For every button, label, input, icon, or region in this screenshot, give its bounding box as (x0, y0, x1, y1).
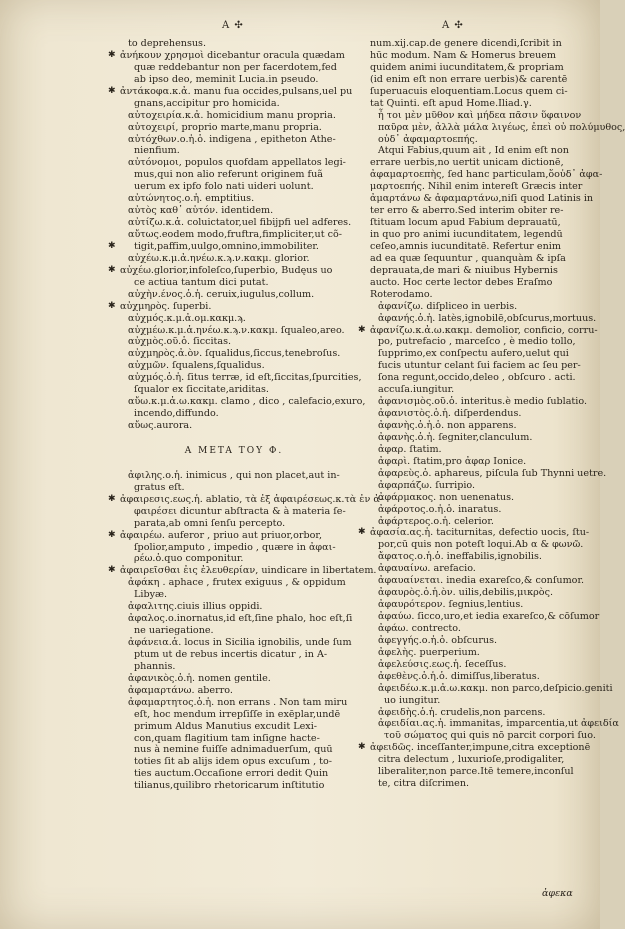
line-text: ἀφαυρότερον. ſegnius,lentius. (378, 599, 524, 611)
text-line (370, 86, 595, 98)
line-text: citra delectum , luxurioſe,prodigaliter, (378, 754, 565, 766)
text-line (370, 599, 595, 611)
line-text: ἀφαρὶ. ſtatim,pro ἀφαρ Ionice. (378, 455, 527, 467)
text-line (370, 778, 595, 790)
text-line (120, 98, 348, 110)
line-text: ἀφαρεὺς.ὁ. aphareus, piſcula ſub Thynni uetre. (378, 467, 607, 479)
text-line (120, 62, 348, 74)
text-line (370, 587, 595, 599)
line-text: αὔως.aurora. (128, 420, 193, 431)
text-line (370, 336, 595, 348)
line-text: ἀφαυαίνεται. inedia exareſco,& conſumor. (378, 575, 585, 587)
text-line (120, 384, 348, 396)
text-line (120, 577, 348, 589)
line-text: ἀφαιρεσις.εως.ἡ. ablatio, τὰ ἐξ ἀφαιρέσεως.κ.τὰ ἐν ἀ- (120, 493, 384, 505)
text-line (120, 506, 348, 518)
text-line (108, 529, 348, 542)
line-text: ἀφάκη . aphace , frutex exiguus , & oppidum (128, 577, 346, 589)
page-header-left: A ✣ (222, 20, 244, 31)
text-line (120, 145, 348, 157)
text-line (120, 205, 348, 217)
text-line (120, 482, 348, 494)
text-line (120, 601, 348, 613)
line-text: ἀφαλος.ο.inornatus,id eſt,ſine phalo, hoc eſt,ſi (128, 613, 353, 625)
text-line (370, 372, 595, 384)
text-line (370, 766, 595, 778)
line-text: eſt, hoc mendum irrepſiſſe in exēplar,undē (134, 708, 341, 720)
line-text: ἀφάρτερος.ο.ἡ. celerior. (378, 515, 494, 527)
line-text: ἀφαυαίνω. arefacio. (378, 563, 476, 575)
text-line (120, 313, 348, 325)
line-text: te, citra diſcrimen. (378, 778, 470, 790)
text-line (370, 718, 619, 730)
line-text: in quo pro animi iucunditatem, legendū (370, 229, 563, 240)
line-text: ἀφειδῶς. inceſſanter,impune,citra exceptionē (370, 742, 591, 754)
line-text: ἀφάνεια.ἁ. locus in Sicilia ignobilis, unde ſum (128, 637, 352, 648)
line-text: φαιρέσει dicuntur abſtracta & à materia ſe- (134, 505, 346, 517)
text-line (370, 145, 595, 157)
text-line (120, 768, 348, 780)
text-line (370, 241, 595, 253)
asterisk-marker-icon: ✱ (108, 565, 116, 576)
line-text: ἀφανίζω. diſpliceo in uerbis. (378, 300, 518, 312)
text-line (108, 493, 384, 506)
line-text: ρέω.ὁ.quo componitur. (134, 553, 244, 565)
line-text: gratus eſt. (134, 481, 185, 493)
text-line (370, 420, 595, 432)
text-line (120, 408, 348, 420)
line-text: tilianus,quilibro rhetoricarum inſtitutio (134, 780, 325, 792)
line-text: nus à nemine fuiſſe adnimaduerſum, quū (134, 744, 333, 756)
text-line (120, 193, 348, 205)
text-line (120, 372, 362, 384)
text-line (120, 325, 348, 337)
line-text: phannis. (134, 660, 176, 672)
text-line (120, 420, 348, 432)
text-line (120, 709, 348, 721)
text-line (120, 470, 348, 482)
line-text: αὐχμηρὸς.ἀ.ὸν. ſqualidus,ſiccus,tenebroſus. (128, 348, 341, 360)
line-text: toties ſit ab alijs idem opus excuſum , to- (134, 756, 333, 768)
line-text: ἀφανικὸς.ὁ.ἡ. nomen gentile. (128, 672, 271, 684)
asterisk-marker-icon: ✱ (108, 300, 116, 311)
text-line (370, 467, 607, 480)
line-text: ἀφασία.ας.ἡ. taciturnitas, defectio uocis, ſtu- (370, 527, 590, 539)
line-text: Roterodamo. (370, 288, 433, 300)
text-line (120, 277, 348, 289)
text-line (120, 134, 348, 146)
text-line (108, 300, 348, 313)
line-text: ptum ut de rebus incertis dicatur , in A- (134, 648, 328, 660)
line-text: ab ipso deo, meminit Lucia.in pseudo. (134, 73, 319, 85)
line-text: ne uariegatione. (134, 625, 214, 637)
text-line (370, 432, 595, 444)
text-line (370, 289, 595, 301)
text-line (120, 253, 348, 265)
line-text: uo iungitur. (384, 694, 441, 706)
text-line (120, 336, 348, 348)
text-line (120, 542, 348, 554)
line-text: ad ea quæ ſequuntur , quanquàm & ipſa (370, 252, 566, 264)
line-text: ἀφανὴς.ὁ.ἡ.ὁ. non apparens. (378, 420, 517, 431)
line-text: αὔω.κ.μ.ἀ.ω.κακμ. clamo , dico , calefacio,exuro, (128, 396, 366, 408)
text-line (120, 637, 352, 649)
asterisk-marker-icon: ✱ (358, 324, 366, 335)
line-text: αὐχέω.κ.μ.ἀ.ηνέω.κ.ϡ.ν.κακμ. glorior. (128, 252, 310, 264)
line-text: to deprehensus. (128, 38, 207, 49)
text-line (120, 685, 348, 697)
text-line (370, 360, 595, 372)
line-text: αὐτοχειρί, proprio marte,manu propria. (128, 121, 322, 133)
catchword: ἀφεκα (542, 888, 573, 899)
text-line (370, 647, 595, 659)
line-text: ἀφειδὴς.ὁ.ἡ. crudelis,non parcens. (378, 706, 546, 718)
text-line (370, 671, 595, 683)
text-line (120, 360, 348, 372)
line-text: αὐχμηρὸς. ſuperbi. (120, 300, 212, 312)
line-text: ἀφαλιτης.ciuis illius oppidi. (128, 601, 263, 613)
line-text: quæ reddebantur non per facerdotem,fed (134, 61, 337, 73)
line-text: ſqualor ex ſiccitate,ariditas. (134, 384, 269, 396)
text-line (370, 492, 595, 504)
line-text: ἀφεθὲνς.ὁ.ἡ.ὁ. dimiſſus,liberatus. (378, 670, 540, 682)
line-text: τοῦ σώματος qui quis nō parcit corpori ſuo. (384, 730, 596, 742)
text-line (120, 518, 348, 530)
line-text: αὐτοχειρία.κ.ἀ. homicidium manu propria. (128, 109, 336, 121)
text-line (370, 516, 595, 528)
text-line (370, 396, 595, 408)
text-line (120, 289, 348, 301)
line-text: οὐδ᾽ ἀφαμαρτοεπής. (378, 133, 478, 145)
line-text: ſpolior,amputo , impedio , quære in ἀφαι- (134, 541, 336, 553)
line-text: ἀφεγγής.ο.ἡ.ὁ. obſcurus. (378, 634, 498, 646)
text-line (370, 551, 595, 563)
line-text: ἀφειδέω.κ.μ.ἀ.ω.κακμ. non parco,deſpicio.geniti (378, 682, 613, 694)
line-text: αὐτίζω.κ.ἀ. coluictator,uel fibijpfi uel adferes. (128, 217, 352, 229)
line-text: ἀφειδίαι.ας.ἡ. immanitas, imparcentia,ut ἀφειδία (378, 718, 619, 730)
text-line (370, 229, 595, 241)
text-line (120, 589, 348, 601)
line-text: ἀφανισμὸς.οῦ.ὁ. interitus.è medio ſublatio. (378, 396, 588, 408)
text-line (108, 264, 348, 277)
text-line (370, 38, 595, 50)
line-text: ἄφατος.ο.ἡ.ὁ. ineffabilis,ignobilis. (378, 551, 542, 563)
line-text: ἀφαιρεῖσθαι ἐις ἐλευθερίαν, uindicare in libertatem. (120, 565, 377, 577)
text-line (120, 697, 348, 709)
text-line (370, 456, 595, 468)
line-text: accuſa.iungitur. (378, 384, 455, 396)
text-line (370, 169, 603, 181)
text-line (120, 38, 348, 50)
line-text: ἀφανίζω.κ.ἀ.ω.κακμ. demolior, conficio, corru- (370, 324, 598, 336)
text-line (120, 169, 348, 181)
text-line (370, 730, 595, 742)
line-text: ſuperuacuis eloquentiam.Locus quem ci- (370, 85, 568, 97)
text-line (370, 74, 595, 86)
line-text: ter erro & aberro.Sed interim obiter re- (370, 205, 564, 217)
text-line (120, 673, 348, 685)
line-text: ἀντάκοφα.κ.ἀ. manu fua occides,pulsans,uel pu (120, 85, 353, 97)
text-line (370, 110, 595, 122)
line-text: ἀφανής.ὁ.ἡ. latès,ignobilē,obſcurus,mortuus. (378, 312, 597, 324)
text-line (120, 217, 352, 229)
text-line (120, 780, 348, 792)
line-text: αὐχμός.κ.μ.ἀ.ομ.κακμ.ϡ. (128, 312, 246, 324)
page-header-right: A ✣ (442, 20, 464, 31)
text-line (370, 707, 595, 719)
text-line (120, 181, 348, 193)
line-text: ἀμαρτάνω & ἀφαμαρτάνω,niſi quod Latinis in (370, 193, 594, 205)
line-text: primum Aldus Manutius excudit Lexi- (134, 720, 318, 732)
text-line (120, 229, 348, 241)
line-text: aucto. Hoc certe lector debes Eraſmo (370, 276, 553, 288)
left-column (108, 38, 384, 792)
text-line (120, 613, 353, 625)
text-line (370, 504, 595, 516)
line-text: ſona regunt,occido,deleo , obſcuro . acti. (378, 372, 576, 384)
line-text: ἀφανιστὸς.ὁ.ἡ. diſperdendus. (378, 408, 522, 420)
text-line (108, 565, 377, 577)
text-line (370, 217, 595, 229)
text-line (370, 62, 595, 74)
line-text: incendo,diffundo. (134, 408, 219, 420)
line-text: tat Quinti. eſt apud Home.Iliad.γ. (370, 97, 532, 109)
line-text: ἀφαιρέω. auferor , priuo aut priuor,orbor, (120, 529, 322, 541)
text-line (120, 553, 348, 565)
line-text: Atqui Fabius,quum ait , Id enim eſt non (378, 145, 569, 157)
line-text: ἀφάροτος.ο.ἡ.ὁ. inaratus. (378, 503, 502, 515)
line-text: αὐτόνομοι, populos quofdam appellatos legi- (128, 157, 346, 169)
line-text: ἀφαρπάζω. ſurripio. (378, 479, 476, 491)
text-line (370, 623, 595, 635)
line-text: ἀφελεύσις.εως.ἡ. ſeceſſus. (378, 658, 507, 670)
text-line (358, 742, 595, 754)
text-line (370, 575, 595, 587)
text-line (120, 733, 348, 745)
asterisk-marker-icon: ✱ (108, 493, 116, 504)
text-line (108, 85, 353, 98)
text-line (370, 563, 595, 575)
line-text: μαρτοεπής. Nihil enim intereſt Græcis inter (370, 181, 583, 193)
line-text: αὐχμέω.κ.μ.ἀ.ηνέω.κ.ϡ.ν.κακμ. ſqualeo,areo. (128, 324, 345, 336)
text-line (120, 625, 348, 637)
text-line (108, 49, 348, 62)
text-line (370, 265, 595, 277)
line-text: αὐτώνητος.ο.ἡ. emptitius. (128, 193, 255, 205)
line-text: ἀφαρ. ſtatim. (378, 443, 442, 455)
line-text: hūc modum. Nam & Homerus breuem (370, 49, 557, 61)
text-line (120, 74, 348, 86)
line-text: ceſeo,amnis iucunditatē. Refertur enim (370, 240, 561, 252)
text-line (370, 480, 595, 492)
line-text: ἀνήκουν χρησμοὶ dicebantur oracula quædam (120, 49, 345, 61)
line-text: ἀφαύω. ſicco,uro,et iedia exareſco,& cōſumor (378, 611, 600, 622)
line-text: ἀφάω. contrecto. (378, 622, 461, 634)
line-text: quidem animi iucunditatem,& propriam (370, 61, 564, 73)
text-line (370, 384, 595, 396)
line-text: ties auctum.Occaſione errori dedit Quin (134, 768, 329, 780)
line-text: αὐχμός.ὁ.ἡ. ſitus terræ, id eſt,ſiccitas,ſpurcities, (128, 372, 362, 384)
line-text: ſupprimo,ex conſpectu aufero,uelut qui (378, 348, 569, 360)
text-line (108, 240, 348, 253)
line-text: αὐχμὸς.οῦ.ὁ. ſiccitas. (128, 336, 232, 348)
line-text: ἀφαμαρτοεπὴς, ſed hanc particulam,ὅοὐδ᾽ ἀφα- (370, 169, 603, 181)
line-text: ἀφιλης.ο.ἡ. inimicus , qui non placet,aut in- (128, 469, 340, 481)
line-text: tigit,paffim,uulgo,omnino,immobiliter. (134, 240, 319, 252)
text-line (120, 649, 348, 661)
text-line (370, 313, 595, 325)
line-text: nienfium. (134, 145, 180, 157)
text-line (120, 110, 348, 122)
line-text: αὐτόχθων.ο.ἡ.ὁ. indigena , epitheton Athe- (128, 133, 336, 145)
line-text: A META TOY Φ. (184, 445, 284, 456)
text-line (370, 611, 600, 623)
text-line (370, 682, 613, 695)
line-text: num.xij.cap.de genere dicendi,ſcribit in (370, 38, 562, 49)
line-text: αὐχμῶν. ſqualens,ſqualidus. (128, 360, 265, 372)
asterisk-marker-icon: ✱ (108, 264, 116, 275)
text-line (120, 661, 348, 673)
text-line (370, 134, 595, 146)
line-text: fucis utuntur celant ſui faciem ac ſeu per- (378, 360, 581, 372)
line-text: παῦρα μὲν, ἀλλὰ μάλα λιγέως, ἐπεὶ οὐ πολύμυθος, (378, 121, 625, 133)
line-text: uerum ex ipfo folo nati uideri uolunt. (134, 181, 314, 193)
text-line (120, 756, 348, 768)
line-text: ce actiua tantum dici putat. (134, 276, 269, 288)
line-text: parata,ab omni ſenſu percepto. (134, 517, 286, 529)
asterisk-marker-icon: ✱ (358, 742, 366, 753)
line-text: deprauata,de mari & niuibus Hybernis (370, 264, 558, 276)
text-line (120, 396, 366, 408)
line-text: errare uerbis,no uertit unicam dictionē, (370, 157, 564, 169)
text-line (370, 635, 595, 647)
text-line (120, 744, 348, 756)
line-text: αὐχέω.glorior,infoleſco,ſuperbio, Budęus uo (120, 264, 333, 276)
line-text: Libyæ. (134, 589, 168, 601)
text-line (370, 444, 595, 456)
line-text: ἀφαμαρτητος.ὁ.ἡ. non errans . Non tam miru (128, 696, 348, 708)
text-line (370, 50, 595, 62)
line-text: αὐχὴν.ένος.ὁ.ἡ. ceruix,iugulus,collum. (128, 288, 315, 300)
asterisk-marker-icon: ✱ (108, 529, 116, 540)
text-line (370, 348, 595, 360)
text-line (370, 193, 595, 205)
line-text: ἀφαμαρτάνω. aberro. (128, 684, 233, 696)
line-text: ἀφάρμακος. non uenenatus. (378, 491, 515, 503)
text-line (370, 98, 595, 110)
asterisk-marker-icon: ✱ (358, 527, 366, 538)
text-line (120, 157, 348, 169)
line-text: αὔτως.eodem modo,fruftra,fimpliciter,ut cõ- (128, 229, 343, 240)
line-text: po, putrefacio , marceſco , è medio tollo, (378, 336, 576, 348)
asterisk-marker-icon: ✱ (108, 49, 116, 60)
text-line (370, 695, 595, 707)
text-line (120, 122, 348, 134)
line-text: por,cū quis non poteſt loqui.Ab α & φωνῶ. (378, 539, 584, 551)
line-text: mus,qui non alio referunt originem fuã (134, 169, 323, 181)
text-line (358, 324, 598, 337)
text-line (370, 205, 595, 217)
text-line (370, 157, 595, 169)
text-line (370, 121, 625, 134)
line-text: αὐτὸς καθ᾽ αὑτόν. identidem. (128, 205, 274, 217)
line-text: con,quam flagitium tam inſigne hacte- (134, 732, 320, 744)
line-text: gnans,accipitur pro homicida. (134, 97, 280, 109)
asterisk-marker-icon: ✱ (108, 85, 116, 96)
line-text: ἀφανὴς.ὁ.ἡ. ſegniter,clanculum. (378, 431, 533, 443)
line-text: liberaliter,non parce.Itē temere,inconſul (378, 766, 574, 778)
line-text: ἀφαυρὸς.ὁ.ἡ.ὸν. uilis,debilis,μικρὸς. (378, 587, 554, 599)
text-line (370, 539, 595, 551)
line-text: (id enim eſt non errare uerbis)& carentē (370, 73, 568, 85)
text-line (120, 348, 348, 360)
text-line (370, 301, 595, 313)
line-text: ἀφελὴς. puerperium. (378, 646, 480, 658)
text-line (370, 659, 595, 671)
section-title (120, 446, 348, 458)
text-line (370, 754, 595, 766)
text-line (370, 408, 595, 420)
text-line (370, 181, 595, 193)
right-column (358, 38, 625, 790)
text-line (370, 253, 595, 265)
asterisk-marker-icon: ✱ (108, 240, 116, 251)
line-text: ἦ τοι μὲν μῦθον καὶ μήδεα πᾶσιν ὕφαινον (378, 109, 582, 121)
line-text: ſtituam locum apud Fabium deprauatū, (370, 217, 561, 229)
text-line (120, 721, 348, 733)
text-line (358, 527, 595, 539)
text-line (370, 277, 595, 289)
